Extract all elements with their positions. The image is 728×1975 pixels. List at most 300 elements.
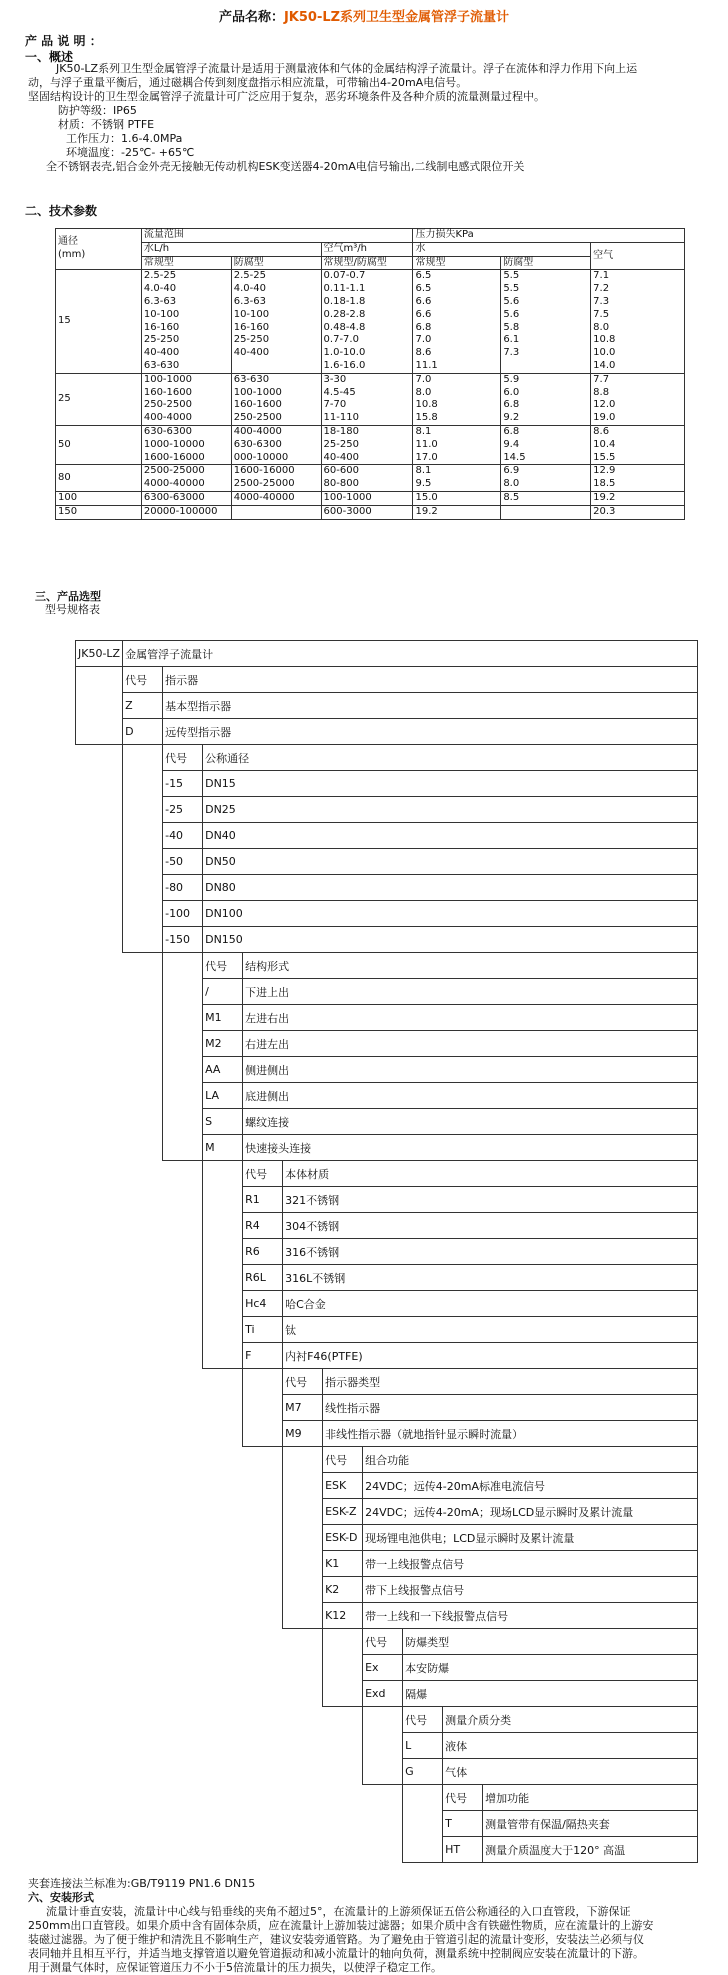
group-bracket bbox=[163, 1057, 203, 1083]
group-bracket bbox=[203, 1239, 243, 1265]
option-code: ESK-Z bbox=[323, 1499, 363, 1525]
option-description: 哈C合金 bbox=[283, 1291, 698, 1317]
col-loss-water: 水 bbox=[413, 242, 591, 256]
spec-flow-standard: 6300-63000 bbox=[141, 491, 231, 505]
option-description: DN15 bbox=[203, 771, 698, 797]
option-description: 气体 bbox=[443, 1759, 698, 1785]
page-title bbox=[0, 6, 728, 25]
spacer-cell bbox=[123, 1369, 163, 1395]
model-row bbox=[76, 1083, 698, 1109]
spec-loss-air: 7.7 8.8 12.0 19.0 bbox=[591, 373, 685, 425]
group-bracket bbox=[403, 1785, 443, 1811]
spacer-cell bbox=[76, 1473, 123, 1499]
spacer-cell bbox=[163, 1603, 203, 1629]
option-code: Ex bbox=[363, 1655, 403, 1681]
spec-loss-standard: 6.5 6.5 6.6 6.6 6.8 7.0 8.6 11.1 bbox=[413, 270, 501, 373]
option-description: 线性指示器 bbox=[323, 1395, 698, 1421]
group-bracket bbox=[363, 1733, 403, 1759]
spacer-cell bbox=[163, 1733, 203, 1759]
model-row bbox=[76, 1109, 698, 1135]
spacer-cell bbox=[76, 1031, 123, 1057]
spec-diameter: 25 bbox=[56, 373, 142, 425]
option-code: K1 bbox=[323, 1551, 363, 1577]
spacer-cell bbox=[163, 1291, 203, 1317]
spacer-cell bbox=[243, 1629, 283, 1655]
group-bracket bbox=[203, 1291, 243, 1317]
product-name-label: 产品名称： bbox=[218, 10, 284, 25]
option-description: 304不锈钢 bbox=[283, 1213, 698, 1239]
option-description: 右进左出 bbox=[243, 1031, 698, 1057]
spacer-cell bbox=[163, 1551, 203, 1577]
group-title: 本体材质 bbox=[283, 1161, 698, 1187]
intro-heading: 产 品 说 明 ： bbox=[25, 34, 102, 48]
option-description: 现场锂电池供电；LCD显示瞬时及累计流量 bbox=[363, 1525, 698, 1551]
option-description: DN50 bbox=[203, 849, 698, 875]
group-title: 测量介质分类 bbox=[443, 1707, 698, 1733]
spacer-cell bbox=[243, 1499, 283, 1525]
option-description: 左进右出 bbox=[243, 1005, 698, 1031]
spacer-cell bbox=[203, 1707, 243, 1733]
option-code: T bbox=[443, 1811, 483, 1837]
option-description: 测量介质温度大于120° 高温 bbox=[483, 1837, 698, 1863]
sub-anticorrosion: 防腐型 bbox=[231, 256, 321, 270]
spacer-cell bbox=[283, 1655, 323, 1681]
spacer-cell bbox=[243, 1447, 283, 1473]
spacer-cell bbox=[203, 1655, 243, 1681]
spacer-cell bbox=[76, 927, 123, 953]
spacer-cell bbox=[76, 1629, 123, 1655]
footer-line: 用于测量气体时，应保证管道压力不小于5倍流量计的压力损失，以使浮子稳定工作。 bbox=[28, 1961, 442, 1974]
spacer-cell bbox=[243, 1603, 283, 1629]
spec-row bbox=[56, 425, 685, 464]
group-title: 组合功能 bbox=[363, 1447, 698, 1473]
spacer-cell bbox=[283, 1785, 323, 1811]
spacer-cell bbox=[76, 1837, 123, 1863]
model-row bbox=[76, 667, 698, 693]
spacer-cell bbox=[203, 1811, 243, 1837]
group-bracket bbox=[323, 1629, 363, 1655]
model-row bbox=[76, 1031, 698, 1057]
group-bracket bbox=[283, 1551, 323, 1577]
option-description: 316不锈钢 bbox=[283, 1239, 698, 1265]
spacer-cell bbox=[283, 1681, 323, 1707]
model-row bbox=[76, 1447, 698, 1473]
option-description: 带一上线报警点信号 bbox=[363, 1551, 698, 1577]
spacer-cell bbox=[76, 1733, 123, 1759]
group-bracket bbox=[163, 1109, 203, 1135]
option-code: ESK bbox=[323, 1473, 363, 1499]
group-bracket bbox=[283, 1525, 323, 1551]
code-header: 代号 bbox=[203, 953, 243, 979]
overview-line: 防护等级：IP65 bbox=[58, 104, 137, 117]
spacer-cell bbox=[163, 1525, 203, 1551]
spacer-cell bbox=[323, 1811, 363, 1837]
option-code: -40 bbox=[163, 823, 203, 849]
spacer-cell bbox=[203, 1447, 243, 1473]
group-bracket bbox=[76, 719, 123, 745]
group-bracket bbox=[203, 1161, 243, 1187]
model-row bbox=[76, 1499, 698, 1525]
spec-diameter: 80 bbox=[56, 465, 142, 492]
spec-flow-air: 60-600 80-800 bbox=[321, 465, 413, 492]
group-bracket bbox=[123, 771, 163, 797]
model-row bbox=[76, 849, 698, 875]
spec-flow-standard: 20000-100000 bbox=[141, 505, 231, 519]
spacer-cell bbox=[76, 1187, 123, 1213]
model-row bbox=[76, 1343, 698, 1369]
model-row bbox=[76, 719, 698, 745]
spacer-cell bbox=[163, 1577, 203, 1603]
spacer-cell bbox=[123, 1681, 163, 1707]
model-row bbox=[76, 1759, 698, 1785]
spacer-cell bbox=[76, 1759, 123, 1785]
spec-loss-standard: 19.2 bbox=[413, 505, 501, 519]
group-bracket bbox=[163, 953, 203, 979]
spec-loss-anticorrosion bbox=[501, 505, 591, 519]
spacer-cell bbox=[203, 1733, 243, 1759]
spec-flow-anticorrosion: 400-4000 630-6300 000-10000 bbox=[231, 425, 321, 464]
spacer-cell bbox=[163, 1447, 203, 1473]
spacer-cell bbox=[163, 1681, 203, 1707]
spec-flow-anticorrosion bbox=[231, 505, 321, 519]
group-bracket bbox=[323, 1655, 363, 1681]
option-code: D bbox=[123, 719, 163, 745]
spacer-cell bbox=[163, 1655, 203, 1681]
group-bracket bbox=[243, 1395, 283, 1421]
spec-flow-standard: 2.5-25 4.0-40 6.3-63 10-100 16-160 25-250 40-400 63-630 bbox=[141, 270, 231, 373]
option-description: 321不锈钢 bbox=[283, 1187, 698, 1213]
spacer-cell bbox=[243, 1577, 283, 1603]
model-row bbox=[76, 797, 698, 823]
overview-line: 动，与浮子重量平衡后，通过磁耦合传到刻度盘指示相应流量，可带输出4-20mA电信号。 bbox=[28, 76, 468, 89]
group-title: 防爆类型 bbox=[403, 1629, 698, 1655]
spacer-cell bbox=[123, 1213, 163, 1239]
spacer-cell bbox=[76, 1707, 123, 1733]
group-bracket bbox=[363, 1759, 403, 1785]
model-row bbox=[76, 1239, 698, 1265]
spacer-cell bbox=[123, 1733, 163, 1759]
footer-line: 六、安装形式 bbox=[28, 1891, 94, 1904]
footer-line: 250mm出口直管段。如果介质中含有固体杂质，应在流量计上游加装过滤器；如果介质中含有铁磁性物质，应在流量计的上游安 bbox=[28, 1919, 654, 1932]
option-code: F bbox=[243, 1343, 283, 1369]
model-row bbox=[76, 1603, 698, 1629]
product-name: JK50-LZ系列卫生型金属管浮子流量计 bbox=[283, 10, 510, 25]
group-title: 结构形式 bbox=[243, 953, 698, 979]
spacer-cell bbox=[323, 1759, 363, 1785]
model-row bbox=[76, 1421, 698, 1447]
group-title: 指示器 bbox=[163, 667, 698, 693]
spacer-cell bbox=[76, 1369, 123, 1395]
option-description: 下进上出 bbox=[243, 979, 698, 1005]
footer-line: 装磁过滤器。为了便于维护和清洗且不影响生产，建议安装旁通管路。为了避免由于管道引起的流量计变形，安装法兰必须与仪 bbox=[28, 1933, 644, 1946]
spacer-cell bbox=[163, 1343, 203, 1369]
spacer-cell bbox=[243, 1785, 283, 1811]
overview-line: 全不锈钢表壳,铝合金外壳无接触无传动机构ESK变送器4-20mA电信号输出,二线制电感式限位开关 bbox=[46, 160, 525, 173]
option-description: 快速接头连接 bbox=[243, 1135, 698, 1161]
spacer-cell bbox=[123, 1447, 163, 1473]
spacer-cell bbox=[76, 1603, 123, 1629]
overview-line: JK50-LZ系列卫生型金属管浮子流量计是适用于测量液体和气体的金属结构浮子流量计。浮子在流体和浮力作用下向上运 bbox=[56, 62, 638, 75]
group-bracket bbox=[76, 667, 123, 693]
spacer-cell bbox=[163, 1213, 203, 1239]
spacer-cell bbox=[163, 1759, 203, 1785]
spacer-cell bbox=[163, 1421, 203, 1447]
spacer-cell bbox=[76, 823, 123, 849]
model-row bbox=[76, 1005, 698, 1031]
spacer-cell bbox=[76, 1083, 123, 1109]
spec-loss-standard: 8.1 9.5 bbox=[413, 465, 501, 492]
spec-loss-air: 19.2 bbox=[591, 491, 685, 505]
group-title: 指示器类型 bbox=[323, 1369, 698, 1395]
group-bracket bbox=[323, 1681, 363, 1707]
spec-loss-air: 7.1 7.2 7.3 7.5 8.0 10.8 10.0 14.0 bbox=[591, 270, 685, 373]
option-description: 带下上线报警点信号 bbox=[363, 1577, 698, 1603]
spacer-cell bbox=[76, 1057, 123, 1083]
option-description: 隔爆 bbox=[403, 1681, 698, 1707]
footer-line: 夹套连接法兰标准为:GB/T9119 PN1.6 DN15 bbox=[28, 1877, 256, 1890]
code-header: 代号 bbox=[283, 1369, 323, 1395]
code-header: 代号 bbox=[403, 1707, 443, 1733]
spacer-cell bbox=[76, 1239, 123, 1265]
group-bracket bbox=[163, 979, 203, 1005]
group-bracket bbox=[203, 1213, 243, 1239]
group-bracket bbox=[203, 1317, 243, 1343]
spec-row bbox=[56, 505, 685, 519]
option-code: R6L bbox=[243, 1265, 283, 1291]
spacer-cell bbox=[203, 1369, 243, 1395]
spec-loss-anticorrosion: 8.5 bbox=[501, 491, 591, 505]
spacer-cell bbox=[283, 1707, 323, 1733]
spacer-cell bbox=[123, 1239, 163, 1265]
option-code: -80 bbox=[163, 875, 203, 901]
code-header: 代号 bbox=[123, 667, 163, 693]
spacer-cell bbox=[203, 1421, 243, 1447]
col-loss-air: 空气 bbox=[591, 242, 685, 270]
group-bracket bbox=[403, 1837, 443, 1863]
option-description: DN40 bbox=[203, 823, 698, 849]
code-header: 代号 bbox=[443, 1785, 483, 1811]
spec-table bbox=[55, 228, 685, 520]
spec-row bbox=[56, 465, 685, 492]
spacer-cell bbox=[243, 1473, 283, 1499]
spacer-cell bbox=[323, 1837, 363, 1863]
group-bracket bbox=[76, 693, 123, 719]
group-bracket bbox=[163, 1083, 203, 1109]
spacer-cell bbox=[283, 1629, 323, 1655]
col-air: 空气m³/h bbox=[321, 242, 413, 256]
spec-loss-air: 8.6 10.4 15.5 bbox=[591, 425, 685, 464]
option-code: -100 bbox=[163, 901, 203, 927]
spec-diameter: 50 bbox=[56, 425, 142, 464]
model-row bbox=[76, 1369, 698, 1395]
spec-flow-anticorrosion: 4000-40000 bbox=[231, 491, 321, 505]
group-bracket bbox=[123, 875, 163, 901]
group-bracket bbox=[163, 1005, 203, 1031]
spec-loss-air: 20.3 bbox=[591, 505, 685, 519]
spec-row bbox=[56, 491, 685, 505]
spacer-cell bbox=[76, 745, 123, 771]
model-row bbox=[76, 1395, 698, 1421]
option-description: 316L不锈钢 bbox=[283, 1265, 698, 1291]
spacer-cell bbox=[76, 1577, 123, 1603]
tech-heading: 二、技术参数 bbox=[25, 204, 98, 218]
option-code: K2 bbox=[323, 1577, 363, 1603]
model-code: JK50-LZ bbox=[76, 641, 123, 667]
group-bracket bbox=[123, 823, 163, 849]
spacer-cell bbox=[283, 1811, 323, 1837]
spacer-cell bbox=[123, 1525, 163, 1551]
spacer-cell bbox=[163, 1707, 203, 1733]
model-row bbox=[76, 1057, 698, 1083]
spacer-cell bbox=[203, 1603, 243, 1629]
model-row bbox=[76, 1473, 698, 1499]
spacer-cell bbox=[283, 1837, 323, 1863]
spacer-cell bbox=[76, 875, 123, 901]
spacer-cell bbox=[123, 1317, 163, 1343]
model-row bbox=[76, 771, 698, 797]
sub-loss-standard: 常规型 bbox=[413, 256, 501, 270]
model-row bbox=[76, 1551, 698, 1577]
model-row bbox=[76, 1707, 698, 1733]
spacer-cell bbox=[76, 901, 123, 927]
spacer-cell bbox=[123, 1005, 163, 1031]
option-code: -150 bbox=[163, 927, 203, 953]
option-description: 24VDC；远传4-20mA标准电流信号 bbox=[363, 1473, 698, 1499]
spacer-cell bbox=[243, 1707, 283, 1733]
spacer-cell bbox=[123, 1187, 163, 1213]
spec-loss-anticorrosion: 5.9 6.0 6.8 9.2 bbox=[501, 373, 591, 425]
spacer-cell bbox=[123, 1395, 163, 1421]
spacer-cell bbox=[123, 953, 163, 979]
overview-line: 工作压力：1.6-4.0MPa bbox=[66, 132, 183, 145]
option-description: 钛 bbox=[283, 1317, 698, 1343]
spacer-cell bbox=[203, 1629, 243, 1655]
spec-loss-standard: 7.0 8.0 10.8 15.8 bbox=[413, 373, 501, 425]
option-description: DN150 bbox=[203, 927, 698, 953]
footer-line: 流量计垂直安装，流量计中心线与铅垂线的夹角不超过5°，在流量计的上游须保证五倍公称通径的入口直管段，下游保证 bbox=[46, 1905, 631, 1918]
sub-air-type: 常规型/防腐型 bbox=[321, 256, 413, 270]
spacer-cell bbox=[163, 1161, 203, 1187]
group-bracket bbox=[243, 1421, 283, 1447]
group-title: 公称通径 bbox=[203, 745, 698, 771]
option-description: 24VDC；远传4-20mA；现场LCD显示瞬时及累计流量 bbox=[363, 1499, 698, 1525]
spec-loss-standard: 8.1 11.0 17.0 bbox=[413, 425, 501, 464]
option-code: M9 bbox=[283, 1421, 323, 1447]
model-row bbox=[76, 901, 698, 927]
spacer-cell bbox=[76, 1005, 123, 1031]
spacer-cell bbox=[76, 1135, 123, 1161]
spacer-cell bbox=[243, 1837, 283, 1863]
spacer-cell bbox=[123, 1811, 163, 1837]
model-row bbox=[76, 1811, 698, 1837]
spec-flow-air: 0.07-0.7 0.11-1.1 0.18-1.8 0.28-2.8 0.48-4.8 0.7-7.0 1.0-10.0 1.6-16.0 bbox=[321, 270, 413, 373]
spacer-cell bbox=[163, 1239, 203, 1265]
spec-flow-anticorrosion: 1600-16000 2500-25000 bbox=[231, 465, 321, 492]
model-row bbox=[76, 1733, 698, 1759]
spacer-cell bbox=[76, 1161, 123, 1187]
option-code: -50 bbox=[163, 849, 203, 875]
spacer-cell bbox=[123, 1551, 163, 1577]
code-header: 代号 bbox=[243, 1161, 283, 1187]
option-code: Hc4 bbox=[243, 1291, 283, 1317]
spacer-cell bbox=[163, 1317, 203, 1343]
model-row bbox=[76, 745, 698, 771]
spec-flow-air: 600-3000 bbox=[321, 505, 413, 519]
group-bracket bbox=[203, 1187, 243, 1213]
group-bracket bbox=[283, 1473, 323, 1499]
selection-heading: 三、产品选型 bbox=[35, 590, 101, 603]
model-row bbox=[76, 1317, 698, 1343]
spacer-cell bbox=[76, 1395, 123, 1421]
sub-standard: 常规型 bbox=[141, 256, 231, 270]
option-description: 螺纹连接 bbox=[243, 1109, 698, 1135]
option-code: LA bbox=[203, 1083, 243, 1109]
spacer-cell bbox=[76, 1291, 123, 1317]
model-row bbox=[76, 1265, 698, 1291]
spacer-cell bbox=[203, 1577, 243, 1603]
code-header: 代号 bbox=[163, 745, 203, 771]
model-row bbox=[76, 875, 698, 901]
spacer-cell bbox=[163, 1187, 203, 1213]
model-row bbox=[76, 641, 698, 667]
group-bracket bbox=[203, 1343, 243, 1369]
group-bracket bbox=[203, 1265, 243, 1291]
spacer-cell bbox=[243, 1681, 283, 1707]
spacer-cell bbox=[76, 1655, 123, 1681]
option-code: -15 bbox=[163, 771, 203, 797]
spec-loss-air: 12.9 18.5 bbox=[591, 465, 685, 492]
spacer-cell bbox=[123, 1343, 163, 1369]
spacer-cell bbox=[203, 1681, 243, 1707]
spacer-cell bbox=[123, 1161, 163, 1187]
group-bracket bbox=[243, 1369, 283, 1395]
spacer-cell bbox=[203, 1759, 243, 1785]
spacer-cell bbox=[123, 1603, 163, 1629]
spacer-cell bbox=[203, 1785, 243, 1811]
sub-loss-anticorrosion: 防腐型 bbox=[501, 256, 591, 270]
model-row bbox=[76, 1837, 698, 1863]
spacer-cell bbox=[123, 1655, 163, 1681]
spacer-cell bbox=[203, 1525, 243, 1551]
spacer-cell bbox=[76, 1551, 123, 1577]
spacer-cell bbox=[123, 1109, 163, 1135]
group-bracket bbox=[123, 745, 163, 771]
spacer-cell bbox=[76, 953, 123, 979]
model-row bbox=[76, 1187, 698, 1213]
option-code: Ti bbox=[243, 1317, 283, 1343]
model-row bbox=[76, 693, 698, 719]
spacer-cell bbox=[323, 1733, 363, 1759]
spec-flow-standard: 630-6300 1000-10000 1600-16000 bbox=[141, 425, 231, 464]
spacer-cell bbox=[283, 1733, 323, 1759]
option-code: S bbox=[203, 1109, 243, 1135]
group-bracket bbox=[123, 927, 163, 953]
option-description: 测量管带有保温/隔热夹套 bbox=[483, 1811, 698, 1837]
spacer-cell bbox=[163, 1369, 203, 1395]
spacer-cell bbox=[203, 1499, 243, 1525]
model-row bbox=[76, 1161, 698, 1187]
col-water: 水L/h bbox=[141, 242, 321, 256]
spec-diameter: 100 bbox=[56, 491, 142, 505]
model-row bbox=[76, 1291, 698, 1317]
spacer-cell bbox=[163, 1265, 203, 1291]
spacer-cell bbox=[243, 1551, 283, 1577]
model-row bbox=[76, 927, 698, 953]
spacer-cell bbox=[243, 1759, 283, 1785]
option-code: M1 bbox=[203, 1005, 243, 1031]
code-header: 代号 bbox=[323, 1447, 363, 1473]
spacer-cell bbox=[123, 1759, 163, 1785]
